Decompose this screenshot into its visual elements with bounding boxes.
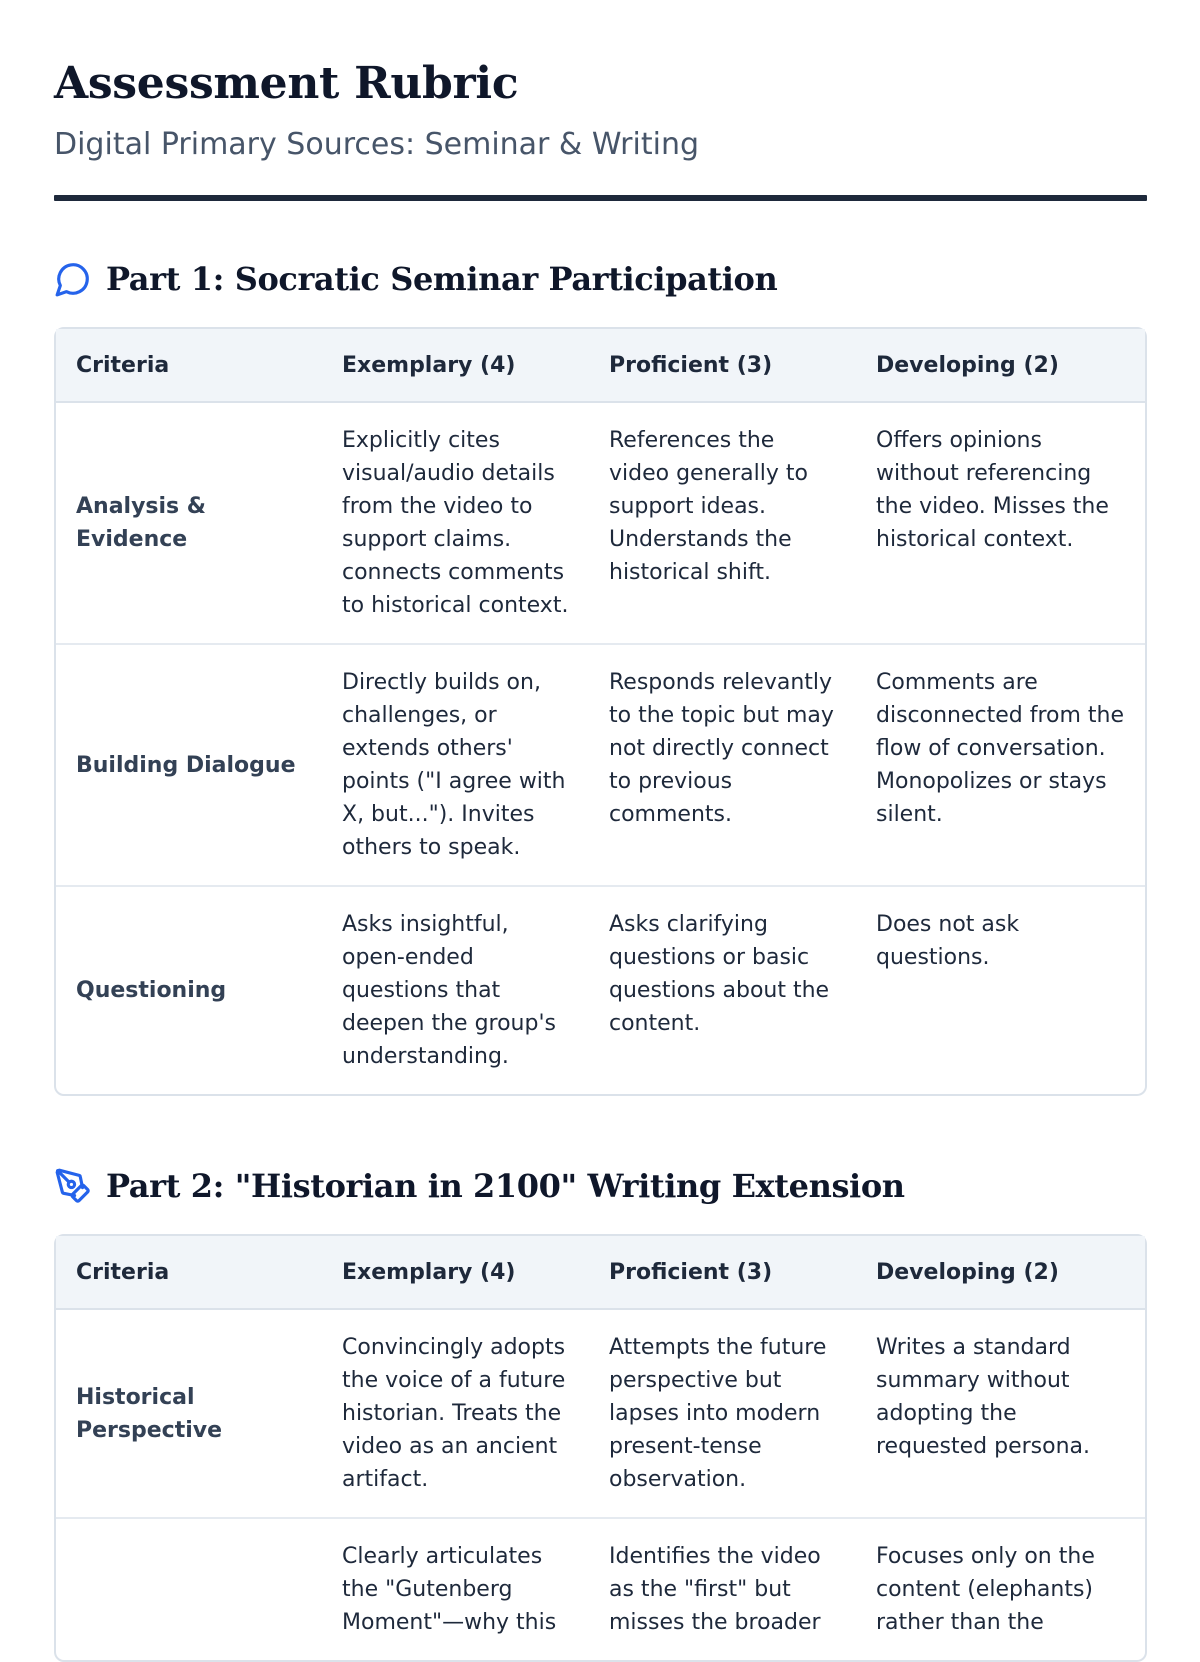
column-header-exemplary: Exemplary (4) bbox=[342, 352, 516, 378]
developing-cell: Focuses only on the content (elephants) rather than the bbox=[876, 1544, 1095, 1635]
table-header-row bbox=[56, 329, 1145, 403]
developing-cell: Comments are disconnected from the flow of conversation. Monopolizes or stays silent. bbox=[876, 670, 1125, 827]
column-header-developing: Developing (2) bbox=[876, 352, 1059, 378]
page-subtitle: Digital Primary Sources: Seminar & Writing bbox=[54, 127, 699, 162]
column-header-developing: Developing (2) bbox=[876, 1259, 1059, 1285]
column-header-proficient: Proficient (3) bbox=[609, 1259, 773, 1285]
exemplary-cell: Convincingly adopts the voice of a future historian. Treats the video as an ancient artifact. bbox=[342, 1335, 566, 1492]
column-header-exemplary: Exemplary (4) bbox=[342, 1259, 516, 1285]
column-header-proficient: Proficient (3) bbox=[609, 352, 773, 378]
criteria-cell: Building Dialogue bbox=[76, 752, 296, 778]
table-row bbox=[56, 1310, 1145, 1519]
table-row bbox=[56, 403, 1145, 645]
developing-cell: Does not ask questions. bbox=[876, 912, 1020, 970]
criteria-cell: Historical Perspective bbox=[76, 1384, 223, 1443]
developing-cell: Offers opinions without referencing the video. Misses the historical context. bbox=[876, 428, 1109, 552]
exemplary-cell: Explicitly cites visual/audio details from the video to support claims. connects comments to historical context. bbox=[342, 428, 569, 618]
developing-cell: Writes a standard summary without adopting the requested persona. bbox=[876, 1335, 1091, 1459]
chat-bubble-icon bbox=[54, 260, 92, 298]
proficient-cell: Responds relevantly to the topic but may not directly connect to previous comments. bbox=[609, 670, 834, 827]
title-divider bbox=[54, 195, 1147, 201]
rubric-table-seminar bbox=[54, 327, 1147, 1096]
proficient-cell: Attempts the future perspective but lapses into modern present-tense observation. bbox=[609, 1335, 827, 1492]
section-title: Part 1: Socratic Seminar Participation bbox=[106, 260, 778, 298]
proficient-cell: Identifies the video as the "first" but misses the broader bbox=[609, 1544, 821, 1635]
table-row bbox=[56, 887, 1145, 1094]
page-title: Assessment Rubric bbox=[54, 58, 519, 109]
column-header-criteria: Criteria bbox=[76, 352, 170, 378]
exemplary-cell: Asks insightful, open-ended questions that deepen the group's understanding. bbox=[342, 912, 556, 1069]
proficient-cell: Asks clarifying questions or basic questions about the content. bbox=[609, 912, 830, 1036]
criteria-cell bbox=[56, 1519, 322, 1660]
exemplary-cell: Clearly articulates the "Gutenberg Moment"—why this bbox=[342, 1544, 557, 1635]
section-heading-writing bbox=[54, 1164, 1147, 1208]
section-heading-seminar bbox=[54, 257, 1147, 301]
exemplary-cell: Directly builds on, challenges, or extends others' points ("I agree with X, but..."). Invites others to speak. bbox=[342, 670, 566, 860]
criteria-cell: Analysis & Evidence bbox=[76, 494, 206, 552]
criteria-cell: Questioning bbox=[76, 978, 227, 1003]
rubric-table-writing bbox=[54, 1234, 1147, 1662]
proficient-cell: References the video generally to support ideas. Understands the historical shift. bbox=[609, 428, 808, 585]
table-row bbox=[56, 645, 1145, 887]
pen-nib-icon bbox=[54, 1167, 92, 1205]
column-header-criteria: Criteria bbox=[76, 1259, 170, 1285]
table-header-row bbox=[56, 1236, 1145, 1310]
table-row bbox=[56, 1519, 1145, 1660]
section-title: Part 2: "Historian in 2100" Writing Extension bbox=[106, 1167, 905, 1205]
